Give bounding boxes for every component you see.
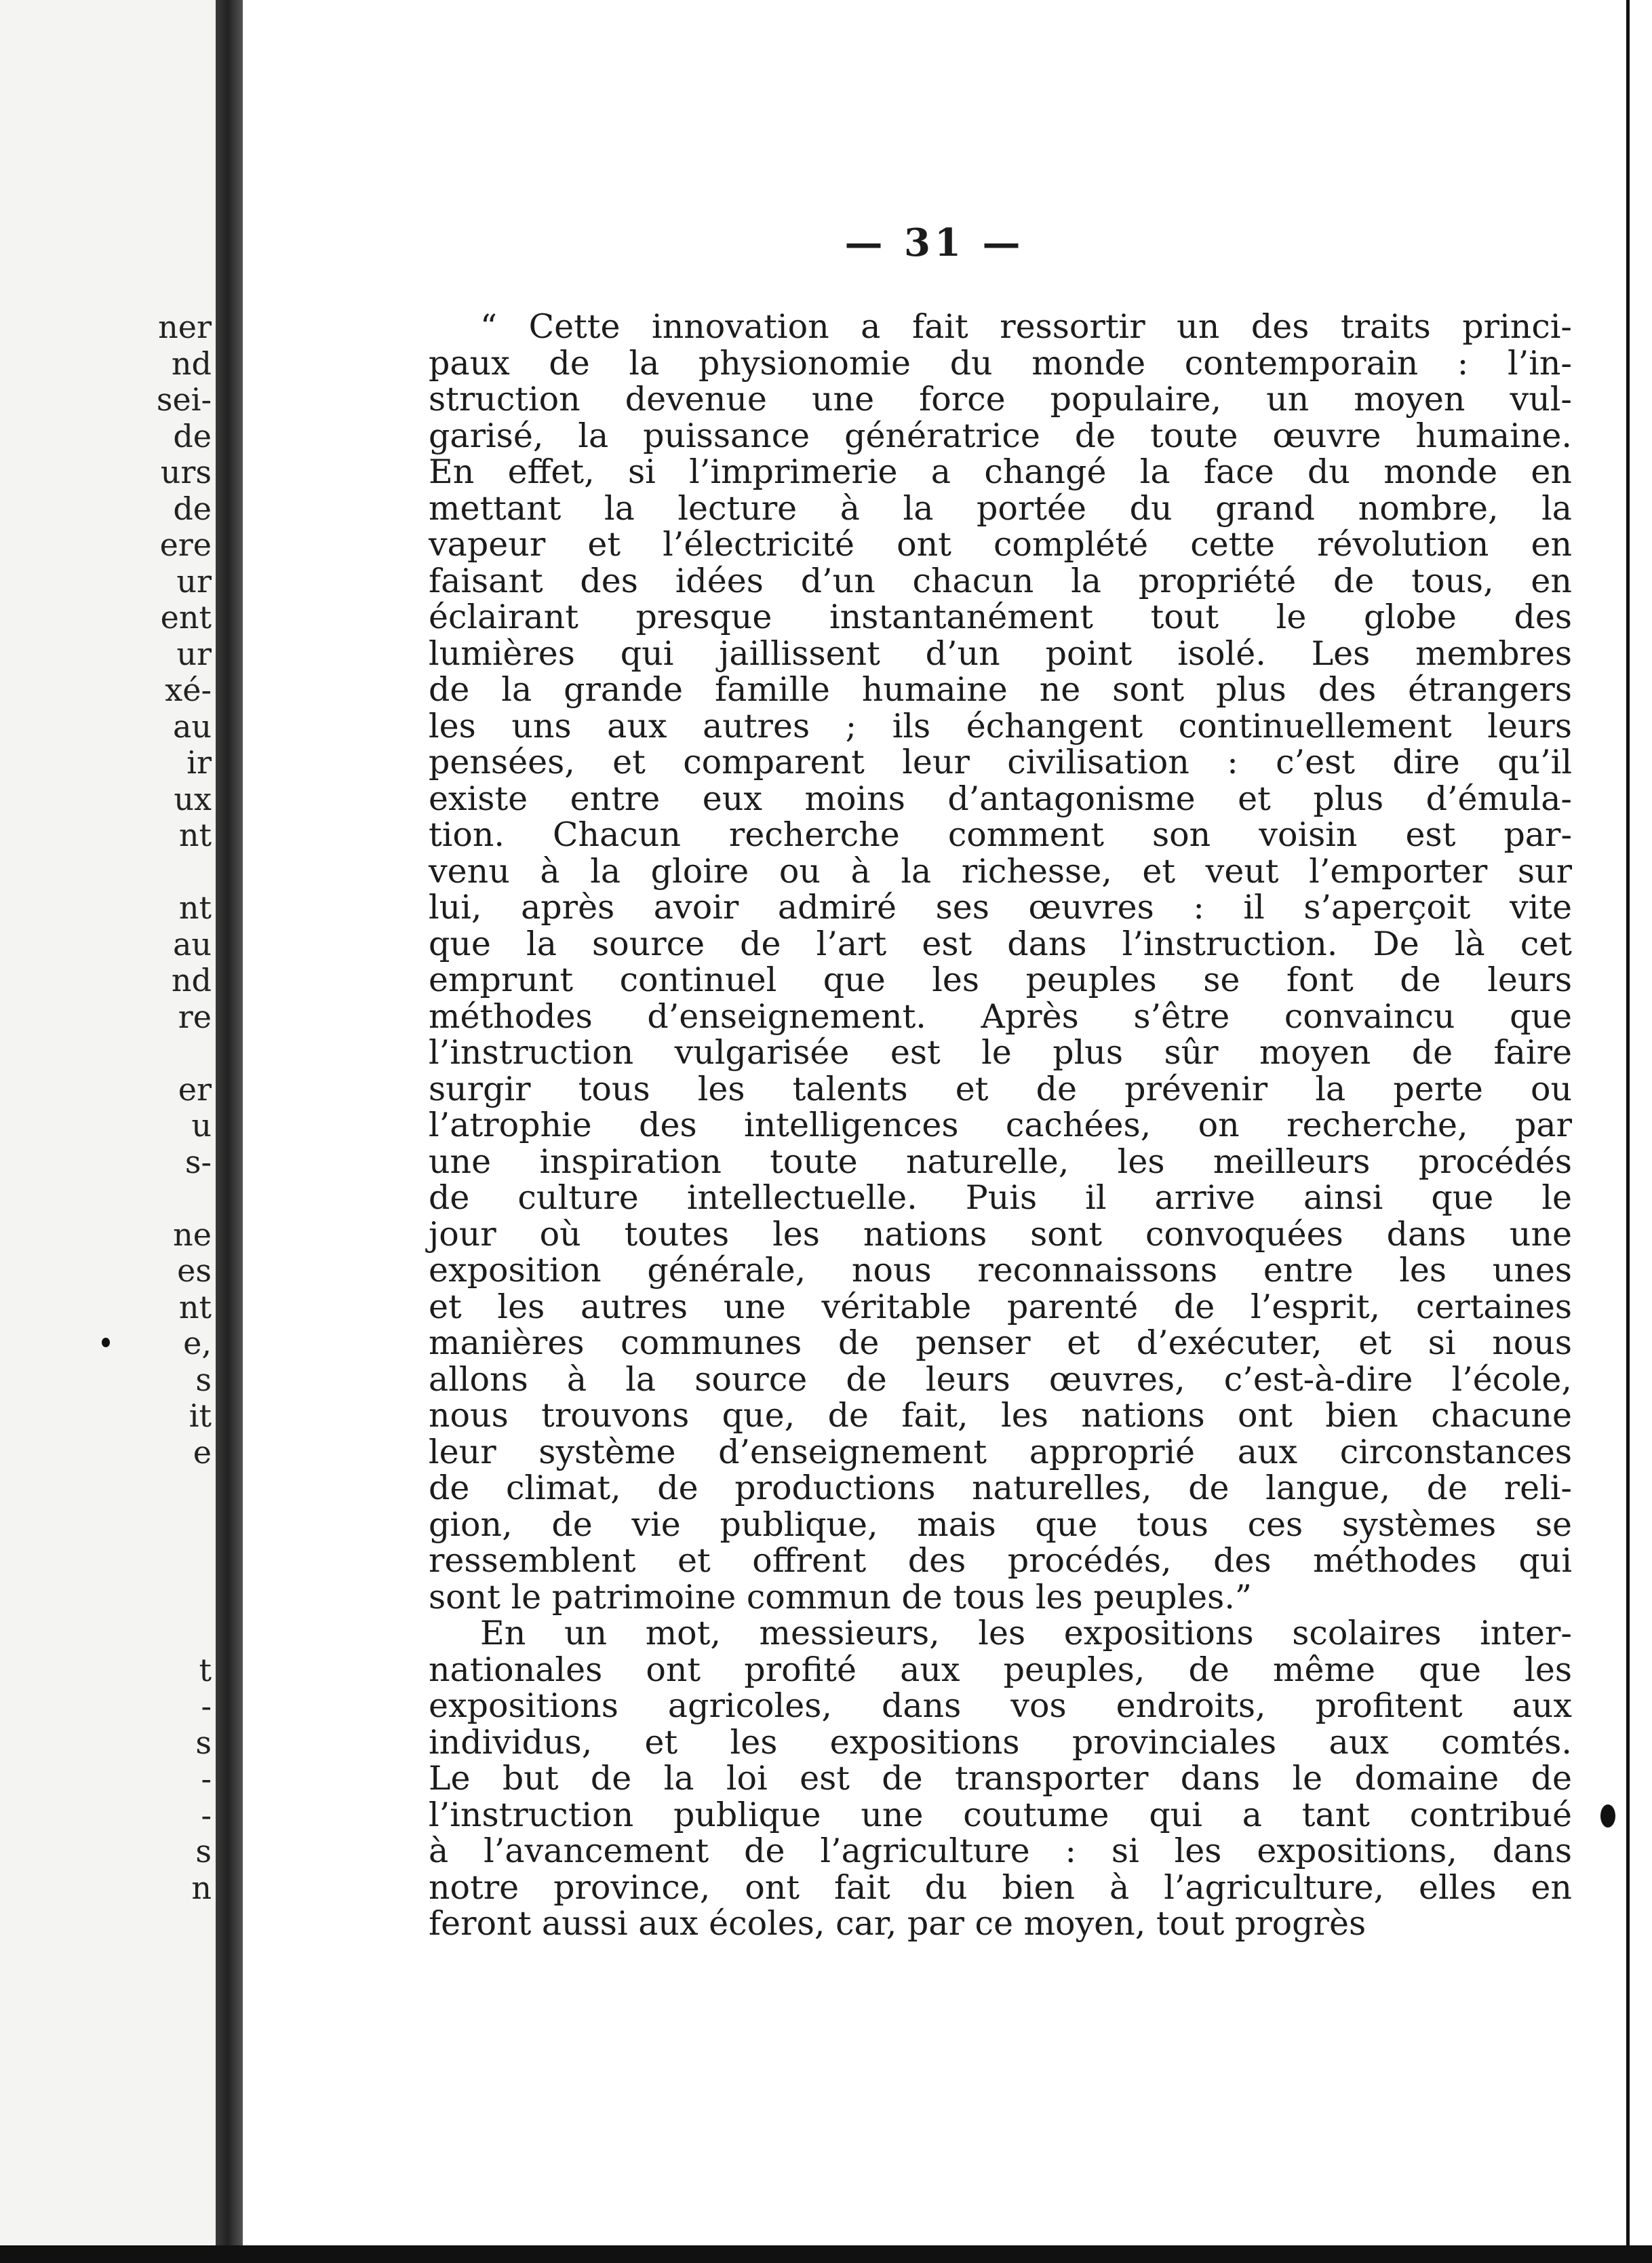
text-line: tion. Chacun recherche comment son voisin est par- — [429, 815, 1572, 854]
text-line: et les autres une véritable parenté de l’esprit, certaines — [429, 1287, 1572, 1326]
left-page-fragment: - — [201, 1796, 212, 1834]
text-line: Le but de la loi est de transporter dans le domaine de — [429, 1759, 1572, 1798]
ink-speck — [102, 1338, 110, 1347]
bottom-page-edge — [0, 2245, 1652, 2263]
left-page-fragment: s — [195, 1833, 212, 1870]
left-page-fragment: s- — [184, 1143, 212, 1180]
left-page-fragment: es — [177, 1252, 212, 1289]
text-line: l’instruction publique une coutume qui a tant contribué — [429, 1795, 1572, 1834]
paragraph — [429, 309, 1572, 1615]
text-line: manières communes de penser et d’exécuter, et si nous — [429, 1323, 1572, 1362]
text-line: l’atrophie des intelligences cachées, on recherche, par — [429, 1106, 1572, 1144]
text-line: garisé, la puissance génératrice de toute œuvre humaine. — [429, 416, 1572, 455]
text-line: nous trouvons que, de fait, les nations ont bien chacune — [429, 1396, 1572, 1435]
text-line: de climat, de productions naturelles, de langue, de reli- — [429, 1469, 1572, 1507]
left-page-fragment: s — [195, 1361, 212, 1398]
text-line: paux de la physionomie du monde contemporain : l’in- — [429, 343, 1572, 383]
left-page-fragment: urs — [160, 454, 212, 490]
left-page-fragment: nt — [178, 889, 212, 926]
text-line: faisant des idées d’un chacun la propriété de tous, en — [429, 561, 1572, 600]
left-page-fragment: s — [195, 1724, 212, 1761]
text-line: jour où toutes les nations sont convoquées dans une — [429, 1214, 1572, 1254]
left-page-fragment: au — [172, 708, 212, 745]
left-page-fragment: it — [189, 1397, 212, 1434]
text-line: feront aussi aux écoles, car, par ce moyen, tout progrès — [429, 1904, 1366, 1943]
text-line: lumières qui jaillissent d’un point isolé. Les membres — [429, 634, 1572, 673]
left-page-fragment: ner — [158, 309, 212, 345]
left-page-edge — [0, 0, 216, 2263]
text-line: venu à la gloire ou à la richesse, et veut l’emporter sur — [429, 851, 1572, 891]
text-line: gion, de vie publique, mais que tous ces systèmes se — [429, 1505, 1572, 1544]
text-line: sont le patrimoine commun de tous les peuples.” — [429, 1577, 1252, 1617]
text-line: exposition générale, nous reconnaissons entre les unes — [429, 1251, 1572, 1290]
right-page-edge — [1626, 0, 1652, 2263]
left-page-fragment: ir — [186, 744, 212, 781]
left-page-fragment: e, — [183, 1325, 212, 1361]
text-line: de culture intellectuelle. Puis il arrive ainsi que le — [429, 1178, 1572, 1217]
text-line: pensées, et comparent leur civilisation : c’est dire qu’il — [429, 743, 1572, 781]
left-page-fragment: sei- — [156, 381, 212, 418]
left-page-fragment: de — [173, 417, 212, 454]
left-page-fragment: nt — [178, 817, 212, 853]
paragraph — [429, 1615, 1572, 1942]
page-number: — 31 — — [844, 220, 1025, 265]
text-line: “ Cette innovation a fait ressortir un des traits princi- — [480, 307, 1572, 346]
left-page-fragment: t — [199, 1651, 212, 1688]
text-line: nationales ont profité aux peuples, de même que les — [429, 1650, 1572, 1689]
left-page-fragment: er — [178, 1070, 212, 1108]
book-gutter — [216, 0, 243, 2263]
text-line: struction devenue une force populaire, un moyen vul- — [429, 380, 1572, 419]
left-page-fragment: ur — [176, 635, 212, 672]
text-line: les uns aux autres ; ils échangent continuellement leurs — [429, 706, 1572, 746]
left-page-fragment: xé- — [165, 672, 212, 708]
text-line: mettant la lecture à la portée du grand nombre, la — [429, 488, 1572, 528]
left-page-fragment: nd — [171, 345, 212, 382]
left-page-fragment: au — [172, 925, 212, 963]
text-line: éclairant presque instantanément tout le globe des — [429, 598, 1572, 636]
left-page-fragment: u — [191, 1107, 212, 1144]
left-page-fragment: nt — [178, 1288, 212, 1326]
text-line: emprunt continuel que les peuples se font de leurs — [429, 961, 1572, 999]
text-line: existe entre eux moins d’antagonisme et plus d’émula- — [429, 779, 1572, 818]
left-page-fragment: nd — [171, 962, 212, 999]
text-line: lui, après avoir admiré ses œuvres : il s’aperçoit vite — [429, 888, 1572, 927]
text-line: vapeur et l’électricité ont complété cette révolution en — [429, 525, 1572, 564]
page — [243, 0, 1626, 2245]
left-page-fragment: re — [178, 998, 212, 1035]
body-text — [429, 309, 1572, 1942]
left-page-fragment: - — [201, 1760, 212, 1797]
text-line: individus, et les expositions provinciales aux comtés. — [429, 1722, 1572, 1762]
left-page-fragment: de — [173, 490, 212, 527]
text-line: surgir tous les talents et de prévenir la perte ou — [429, 1069, 1572, 1108]
left-page-fragment: - — [201, 1688, 212, 1724]
text-line: ressemblent et offrent des procédés, des méthodes qui — [429, 1541, 1572, 1580]
left-page-fragment: ne — [173, 1216, 212, 1253]
ink-speck — [1600, 1804, 1615, 1827]
text-line: une inspiration toute naturelle, les meilleurs procédés — [429, 1142, 1572, 1181]
left-page-fragment: n — [191, 1869, 212, 1906]
left-page-fragment: ur — [176, 562, 212, 600]
left-page-fragment: e — [193, 1433, 212, 1471]
text-line: que la source de l’art est dans l’instruction. De là cet — [429, 924, 1572, 963]
text-line: allons à la source de leurs œuvres, c’est-à-dire l’école, — [429, 1359, 1572, 1399]
text-line: à l’avancement de l’agriculture : si les expositions, dans — [429, 1832, 1572, 1870]
left-page-fragment: ere — [159, 526, 212, 563]
text-line: méthodes d’enseignement. Après s’être convaincu que — [429, 997, 1572, 1036]
text-line: leur système d’enseignement approprié aux circonstances — [429, 1432, 1572, 1471]
text-line: En effet, si l’imprimerie a changé la face du monde en — [429, 452, 1572, 491]
text-line: notre province, ont fait du bien à l’agriculture, elles en — [429, 1868, 1572, 1907]
left-page-fragment: ux — [174, 780, 212, 817]
text-line: expositions agricoles, dans vos endroits, profitent aux — [429, 1686, 1572, 1725]
text-line: l’instruction vulgarisée est le plus sûr moyen de faire — [429, 1033, 1572, 1072]
text-line: En un mot, messieurs, les expositions scolaires inter- — [480, 1614, 1572, 1652]
text-line: de la grande famille humaine ne sont plus des étrangers — [429, 670, 1572, 709]
left-page-fragment: ent — [160, 599, 212, 636]
